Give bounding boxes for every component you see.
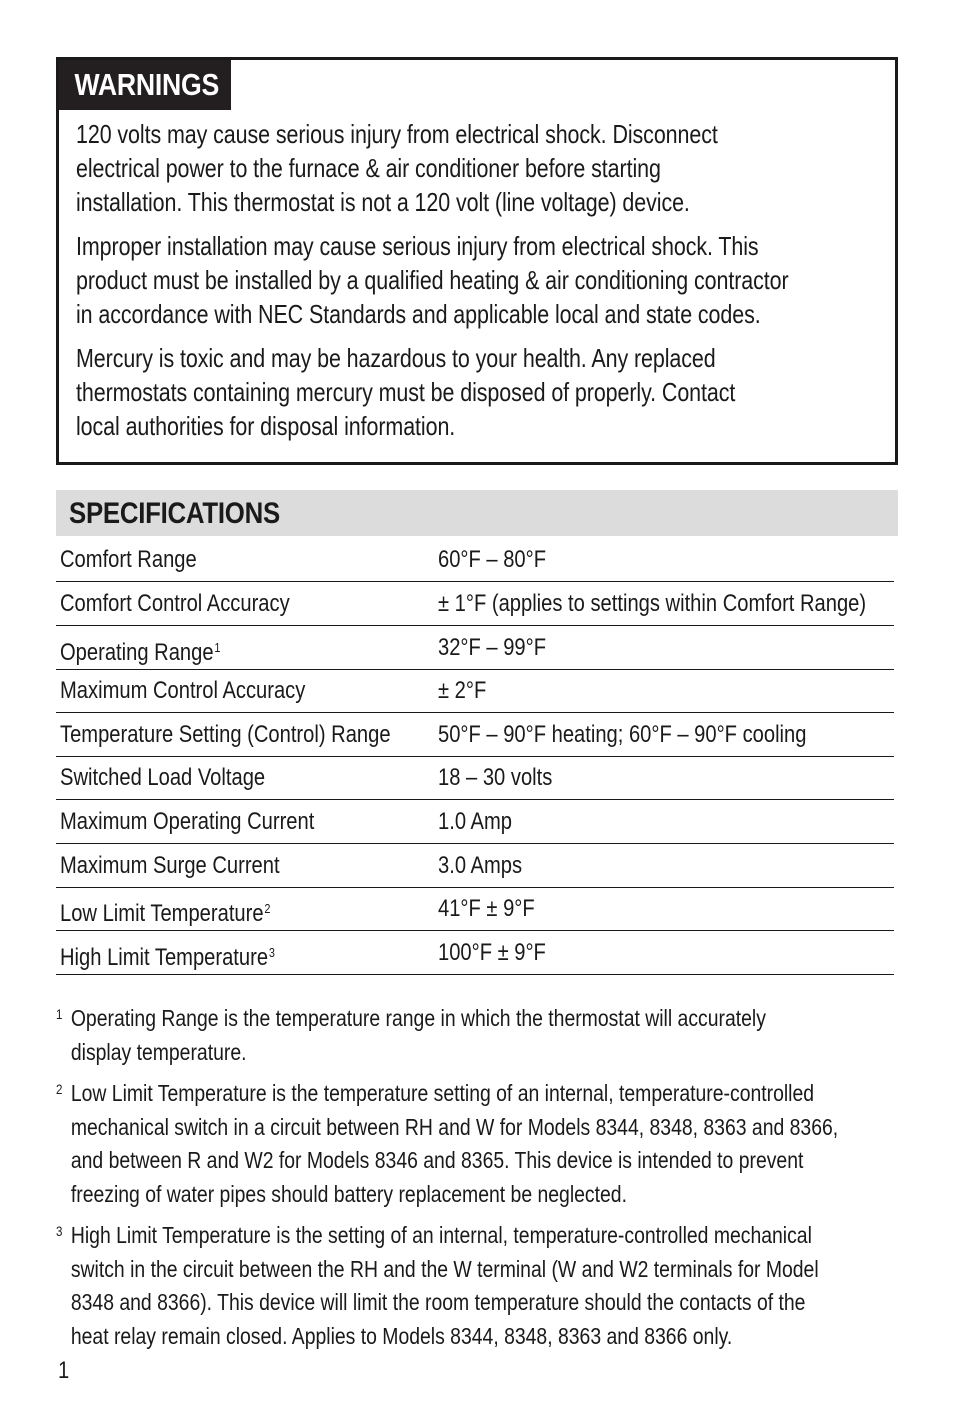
footnote-text: High Limit Temperature is the setting of an internal, temperature-controlled mechanical switch in the circuit between the RH and the W terminal (W and W2 terminals for Model 8348 and 8366). This device will limit the room temperature should the contacts of the heat relay remain closed. Applies to Models 8344, 8348, 8363 and 8366 only. (70, 1222, 819, 1349)
warnings-title: WARNINGS (59, 60, 231, 110)
spec-value: 100°F ± 9°F (438, 939, 546, 966)
table-row (56, 756, 894, 800)
table-row (56, 887, 894, 931)
table-row (56, 538, 894, 582)
spec-value: 32°F – 99°F (438, 634, 547, 661)
spec-value: 41°F ± 9°F (438, 895, 535, 922)
specifications-header (56, 490, 898, 536)
footnote-reference: 3 (268, 945, 275, 960)
footnote-text: Operating Range is the temperature range in which the thermostat will accurately display temperature. (70, 1005, 766, 1065)
specifications-title: SPECIFICATIONS (69, 497, 280, 530)
footnote-2 (56, 1077, 898, 1211)
table-row (56, 626, 894, 670)
warning-paragraph-improper-installation: Improper installation may cause serious injury from electrical shock. This product must be installed by a qualified heating & air conditioning contractor in accordance with NEC Standards and applicable local and state codes. (76, 231, 789, 329)
spec-value: ± 2°F (438, 677, 487, 704)
footnote-mark: 2 (56, 1081, 63, 1097)
spec-label: Temperature Setting (Control) Range (60, 721, 391, 748)
spec-value: 50°F – 90°F heating; 60°F – 90°F cooling (438, 721, 807, 748)
table-row (56, 800, 894, 844)
footnote-text: Low Limit Temperature is the temperature setting of an internal, temperature-controlled mechanical switch in a circuit between RH and W for Models 8344, 8348, 8363 and 8366, and between R and W2 for Models 8346 and 8365. This device is intended to prevent freezing of water pipes should battery replacement be neglected. (70, 1080, 839, 1207)
spec-label: Switched Load Voltage (60, 764, 266, 791)
footnote-1 (56, 1002, 898, 1069)
spec-value: 18 – 30 volts (438, 764, 553, 791)
spec-value: 1.0 Amp (438, 808, 512, 835)
spec-label: Low Limit Temperature$^2$ (60, 900, 271, 927)
table-row (56, 713, 894, 757)
warning-paragraph-electrical-shock: 120 volts may cause serious injury from electrical shock. Disconnect electrical power to the furnace & air conditioner before starting installation. This thermostat is not a 120 volt (line voltage) device. (76, 119, 718, 217)
spec-label: Maximum Operating Current (60, 808, 315, 835)
footnote-mark: 1 (56, 1006, 63, 1022)
warnings-box (56, 57, 898, 465)
table-row (56, 931, 894, 975)
footnote-reference: 1 (214, 640, 221, 655)
spec-label: Comfort Range (60, 546, 197, 573)
warning-paragraph-mercury: Mercury is toxic and may be hazardous to your health. Any replaced thermostats containing mercury must be disposed of properly. Contact local authorities for disposal information. (76, 343, 736, 441)
page-number: 1 (58, 1357, 70, 1384)
table-row (56, 844, 894, 888)
table-row (56, 669, 894, 713)
spec-label: Maximum Surge Current (60, 852, 280, 879)
spec-value: 60°F – 80°F (438, 546, 547, 573)
spec-label: Operating Range$^1$ (60, 639, 221, 666)
spec-label: High Limit Temperature$^3$ (60, 944, 275, 971)
spec-value: 3.0 Amps (438, 852, 523, 879)
table-row (56, 582, 894, 626)
spec-label: Maximum Control Accuracy (60, 677, 306, 704)
footnote-mark: 3 (56, 1223, 63, 1239)
footnote-3 (56, 1219, 898, 1353)
spec-value: ± 1°F (applies to settings within Comfort Range) (438, 590, 867, 617)
footnote-reference: 2 (264, 901, 271, 916)
spec-label: Comfort Control Accuracy (60, 590, 290, 617)
